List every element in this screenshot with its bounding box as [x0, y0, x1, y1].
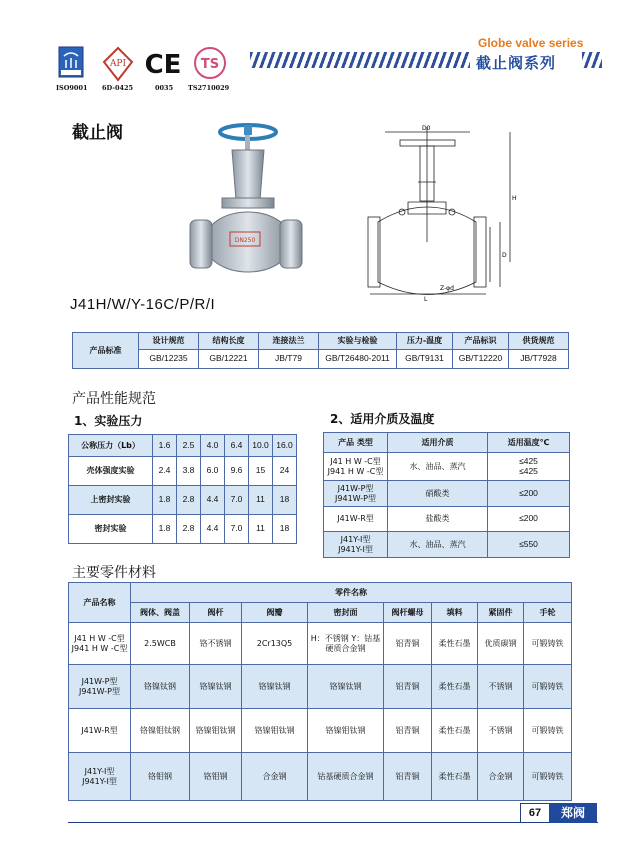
pressure-value: 10.0 [249, 435, 273, 457]
test-value: 11 [249, 515, 273, 544]
materials-cell: 优质碳钢 [478, 623, 524, 665]
media-temp: ≤425 [519, 455, 538, 466]
standards-header: 压力-温度 [397, 333, 453, 350]
materials-column: 阀杆螺母 [384, 603, 432, 623]
drawing-label-h: H [512, 195, 517, 202]
test-value: 15 [249, 457, 273, 486]
media-type: J941W-P型 [335, 493, 376, 503]
materials-column: 密封面 [308, 603, 384, 623]
materials-product: J41W-R型 [69, 709, 131, 753]
test-value: 24 [273, 457, 297, 486]
page-number-badge [520, 803, 600, 823]
media-type: J941 H W -C型 [327, 466, 384, 476]
media-medium: 硝酸类 [388, 481, 488, 507]
test-row-label: 密封实验 [69, 515, 153, 544]
test-value: 7.0 [225, 486, 249, 515]
test-pressure-title: 1、实验压力 [74, 414, 143, 428]
test-value: 1.8 [153, 486, 177, 515]
materials-parts-label: 零件名称 [131, 583, 572, 603]
materials-column: 手轮 [524, 603, 572, 623]
materials-product: J941Y-I型 [82, 776, 117, 786]
test-value: 2.8 [177, 515, 201, 544]
test-value: 2.8 [177, 486, 201, 515]
test-value: 18 [273, 515, 297, 544]
standards-value: JB/T7928 [509, 350, 569, 369]
pressure-value: 16.0 [273, 435, 297, 457]
materials-cell: 合金钢 [478, 753, 524, 801]
materials-column: 紧固件 [478, 603, 524, 623]
standards-header: 供货规范 [509, 333, 569, 350]
materials-product: J941 H W -C型 [71, 643, 128, 653]
materials-column: 阀瓣 [242, 603, 308, 623]
materials-cell: 铝青铜 [384, 665, 432, 709]
pressure-value: 4.0 [201, 435, 225, 457]
drawing-label-d0: D0 [422, 125, 431, 132]
materials-cell: 铬钼钢 [131, 753, 190, 801]
certification-logos [58, 46, 248, 90]
media-header: 适用温度℃ [488, 433, 570, 453]
media-medium: 盐酸类 [388, 507, 488, 532]
series-title-en: Globe valve series [478, 36, 584, 50]
standards-header: 产品标识 [453, 333, 509, 350]
model-number: J41H/W/Y-16C/P/R/I [70, 296, 216, 313]
materials-product: J41W-P型 [81, 677, 118, 687]
drawing-label-d: D [502, 252, 507, 259]
page-title: 截止阀 [72, 123, 123, 143]
standards-value: JB/T79 [259, 350, 319, 369]
test-value: 2.4 [153, 457, 177, 486]
materials-cell: 铬镍钛钢 [190, 665, 242, 709]
materials-product-label: 产品名称 [69, 583, 131, 623]
series-title-cn: 截止阀系列 [476, 54, 557, 72]
svg-text:CE: CE [146, 50, 180, 80]
materials-cell: 铬镍钼钛钢 [131, 709, 190, 753]
test-value: 4.4 [201, 486, 225, 515]
materials-cell: 钴基硬质合金钢 [308, 753, 384, 801]
valve-drawing [360, 122, 530, 302]
media-header: 适用介质 [388, 433, 488, 453]
standards-header: 实验与检验 [319, 333, 397, 350]
test-value: 9.6 [225, 457, 249, 486]
test-value: 6.0 [201, 457, 225, 486]
valve-photo [182, 120, 307, 285]
test-value: 4.4 [201, 515, 225, 544]
media-temp: ≤200 [488, 507, 570, 532]
materials-column: 阀体、阀盖 [131, 603, 190, 623]
media-medium: 水、油品、蒸汽 [388, 453, 488, 481]
perf-section-title: 产品性能规范 [72, 391, 156, 407]
materials-cell: 可锻铸铁 [524, 753, 572, 801]
materials-column: 填料 [432, 603, 478, 623]
media-temp: ≤550 [488, 532, 570, 558]
materials-cell: 可锻铸铁 [524, 665, 572, 709]
materials-cell: 铬镍钛钢 [308, 665, 384, 709]
materials-cell: 铬镍钼钛钢 [308, 709, 384, 753]
pressure-header-label: 公称压力（Lb） [69, 435, 153, 457]
materials-cell: 柔性石墨 [432, 623, 478, 665]
ce-logo [146, 46, 180, 84]
header-stripes [250, 52, 470, 68]
materials-cell: 合金钢 [242, 753, 308, 801]
logo-caption: 0035 [155, 84, 174, 92]
materials-cell: 铝青铜 [384, 753, 432, 801]
materials-column: 阀杆 [190, 603, 242, 623]
standards-header: 结构长度 [199, 333, 259, 350]
media-header: 产品 类型 [324, 433, 388, 453]
media-type: J41Y-I型 [340, 535, 371, 545]
materials-table [68, 582, 572, 801]
ts-logo [193, 46, 227, 84]
materials-product: J41 H W -C型 [74, 634, 125, 644]
media-temp: ≤425 [519, 465, 538, 476]
test-value: 11 [249, 486, 273, 515]
media-type: J941Y-I型 [338, 544, 373, 554]
footer-rule [68, 822, 598, 823]
test-value: 7.0 [225, 515, 249, 544]
materials-cell: 柔性石墨 [432, 709, 478, 753]
pressure-value: 6.4 [225, 435, 249, 457]
materials-cell: 铬镍钛钢 [242, 665, 308, 709]
standards-header: 连接法兰 [259, 333, 319, 350]
media-temp: ≤200 [488, 481, 570, 507]
materials-cell: 铬不锈钢 [190, 623, 242, 665]
materials-product: J941W-P型 [79, 686, 120, 696]
drawing-label-l: L [424, 296, 428, 302]
pressure-value: 1.6 [153, 435, 177, 457]
standards-value: GB/T12220 [453, 350, 509, 369]
test-value: 18 [273, 486, 297, 515]
media-type: J41 H W -C型 [330, 457, 381, 467]
test-value: 3.8 [177, 457, 201, 486]
test-pressure-table [68, 434, 297, 544]
standards-value: GB/12235 [139, 350, 199, 369]
materials-cell: 不锈钢 [478, 709, 524, 753]
materials-cell: 可锻铸铁 [524, 709, 572, 753]
media-type: J41W-P型 [337, 484, 374, 494]
test-row-label: 壳体强度实验 [69, 457, 153, 486]
media-table [323, 432, 570, 558]
materials-cell: 2Cr13Q5 [242, 623, 308, 665]
brand-name: 郑阀 [549, 803, 597, 823]
standards-value: GB/T26480-2011 [319, 350, 397, 369]
page-number: 67 [520, 803, 550, 823]
materials-cell: 铬镍钼钛钢 [242, 709, 308, 753]
standards-header: 设计规范 [139, 333, 199, 350]
materials-cell: 2.5WCB [131, 623, 190, 665]
materials-cell: 铬镍钛钢 [131, 665, 190, 709]
drawing-label-z: Z-φd [440, 285, 454, 292]
materials-title: 主要零件材料 [72, 565, 156, 581]
standards-value: GB/12221 [199, 350, 259, 369]
materials-cell: 铝青铜 [384, 623, 432, 665]
materials-cell: 柔性石墨 [432, 753, 478, 801]
test-row-label: 上密封实验 [69, 486, 153, 515]
materials-cell: H：不锈钢 Y：钴基硬质合金钢 [308, 623, 384, 665]
svg-text:API: API [109, 59, 127, 69]
logo-caption: ISO9001 [56, 84, 88, 92]
media-medium: 水、油品、蒸汽 [388, 532, 488, 558]
dnv-logo [58, 46, 84, 84]
pressure-value: 2.5 [177, 435, 201, 457]
logo-caption: TS2710029 [188, 84, 230, 92]
materials-cell: 柔性石墨 [432, 665, 478, 709]
api-logo [102, 46, 134, 86]
standards-table [72, 332, 569, 369]
media-type: J41W-R型 [324, 507, 388, 532]
materials-cell: 可锻铸铁 [524, 623, 572, 665]
test-value: 1.8 [153, 515, 177, 544]
materials-cell: 铬钼钢 [190, 753, 242, 801]
standards-value: GB/T9131 [397, 350, 453, 369]
svg-text:DN250: DN250 [234, 237, 256, 244]
materials-cell: 不锈钢 [478, 665, 524, 709]
standards-row-label: 产品标准 [73, 333, 139, 369]
header-stripes-end [582, 52, 602, 68]
logo-caption: 6D-0425 [102, 84, 134, 92]
materials-product: J41Y-I型 [84, 767, 115, 777]
materials-cell: 铬镍钼钛钢 [190, 709, 242, 753]
media-title: 2、适用介质及温度 [330, 412, 435, 426]
materials-cell: 铝青铜 [384, 709, 432, 753]
svg-text:TS: TS [200, 57, 220, 72]
